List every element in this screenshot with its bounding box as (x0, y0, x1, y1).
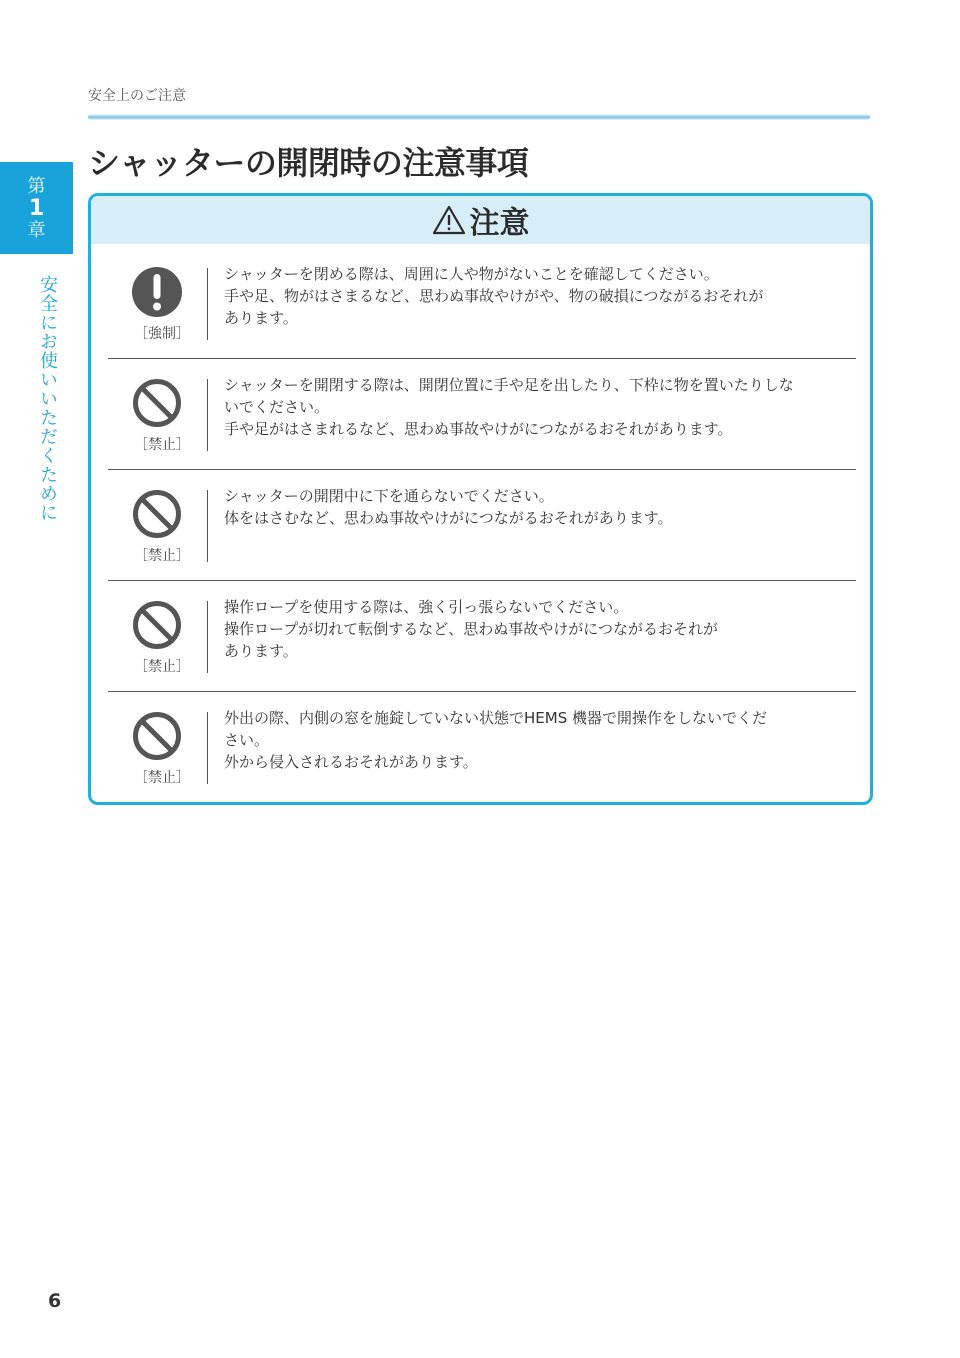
warning-triangle-icon (432, 205, 466, 235)
caution-item (91, 469, 870, 580)
caution-text-line: あります。 (224, 309, 298, 327)
caution-text-line: シャッターを開閉する際は、開閉位置に手や足を出したり、下枠に物を置いたりしな (224, 376, 794, 394)
column-separator (207, 601, 208, 673)
caution-text-line: あります。 (224, 642, 298, 660)
icon-label: ［禁止］ (134, 770, 190, 786)
caution-text (224, 596, 844, 662)
caution-text-line: シャッターの開閉中に下を通らないでください。 (224, 487, 554, 505)
header-rule (88, 114, 870, 120)
caution-text-line: 手や足、物がはさまるなど、思わぬ事故やけがや、物の破損につながるおそれが (224, 287, 764, 305)
caution-text-line: 外から侵入されるおそれがあります。 (224, 753, 478, 771)
icon-label: ［強制］ (134, 326, 190, 342)
caution-item (91, 691, 870, 802)
prohibited-icon (132, 711, 182, 761)
column-separator (207, 490, 208, 562)
caution-box-header (91, 196, 870, 244)
caution-text-line: いでください。 (224, 398, 330, 416)
chapter-tab-prefix: 第 (27, 176, 46, 197)
caution-box (88, 193, 873, 805)
caution-item (91, 247, 870, 358)
icon-label: ［禁止］ (134, 437, 190, 453)
caution-text (224, 263, 844, 329)
prohibited-icon (132, 378, 182, 428)
caution-text-line: 手や足がはさまれるなど、思わぬ事故やけがにつながるおそれがあります。 (224, 420, 733, 438)
caution-text (224, 707, 844, 773)
icon-label: ［禁止］ (134, 659, 190, 675)
column-separator (207, 379, 208, 451)
column-separator (207, 268, 208, 340)
caution-item (91, 358, 870, 469)
caution-text (224, 374, 844, 440)
chapter-title-vertical: 安全にお使いいただくために (37, 275, 58, 522)
chapter-tab-suffix: 章 (27, 220, 46, 241)
caution-item (91, 580, 870, 691)
caution-text-line: さい。 (224, 731, 270, 749)
prohibited-icon (132, 600, 182, 650)
column-separator (207, 712, 208, 784)
caution-text-line: シャッターを閉める際は、周囲に人や物がないことを確認してください。 (224, 265, 719, 283)
icon-label: ［禁止］ (134, 548, 190, 564)
caution-text-line: 外出の際、内側の窓を施錠していない状態でHEMS 機器で開操作をしないでくだ (224, 709, 767, 727)
page-number: 6 (48, 1290, 62, 1312)
caution-text-line: 操作ロープを使用する際は、強く引っ張らないでください。 (224, 598, 629, 616)
mandatory-icon (132, 267, 182, 317)
chapter-tab-number: 1 (28, 196, 45, 221)
caution-text-line: 操作ロープが切れて転倒するなど、思わぬ事故やけがにつながるおそれが (224, 620, 718, 638)
caution-text (224, 485, 844, 529)
page-title: シャッターの開閉時の注意事項 (88, 144, 529, 182)
caution-heading: 注意 (469, 206, 530, 241)
section-label: 安全上のご注意 (88, 88, 186, 104)
caution-text-line: 体をはさむなど、思わぬ事故やけがにつながるおそれがあります。 (224, 509, 673, 527)
chapter-tab (0, 162, 73, 254)
prohibited-icon (132, 489, 182, 539)
